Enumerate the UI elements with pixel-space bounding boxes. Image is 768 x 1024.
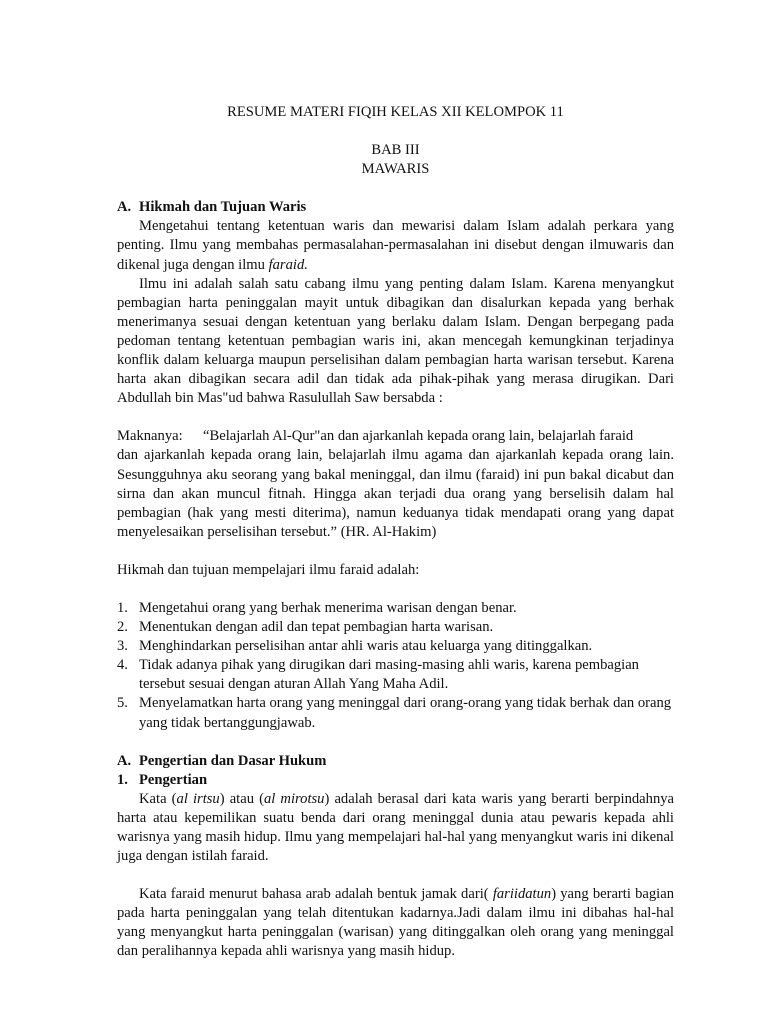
italic-term: al irtsu bbox=[176, 790, 220, 807]
section-heading-pengertian bbox=[117, 752, 674, 771]
list-item-text: Mengetahui orang yang berhak menerima warisan dengan benar. bbox=[139, 599, 517, 616]
list-item bbox=[117, 637, 674, 656]
quote-first-text: “Belajarlah Al-Qur"an dan ajarkanlah kepada orang lain, belajarlah faraid bbox=[203, 428, 634, 445]
section-letter: A. bbox=[117, 752, 132, 769]
list-item-number: 5. bbox=[117, 695, 128, 712]
list-item bbox=[117, 618, 674, 637]
hadith-quote bbox=[117, 427, 674, 542]
section-heading-text: Pengertian dan Dasar Hukum bbox=[139, 752, 327, 769]
section-heading-hikmah bbox=[117, 198, 674, 217]
document-title: RESUME MATERI FIQIH KELAS XII KELOMPOK 11 bbox=[227, 104, 564, 120]
quote-label: Maknanya: bbox=[117, 428, 183, 445]
paragraph-intro: Mengetahui tentang ketentuan waris dan mewarisi dalam Islam adalah perkara yang penting. Ilmu yang membahas permasalahan-permasalahan ini disebut dengan ilmuwaris dan dikenal juga dengan ilmu faraid. bbox=[117, 218, 674, 273]
list-intro: Hikmah dan tujuan mempelajari ilmu faraid adalah: bbox=[117, 561, 420, 578]
list-item-number: 3. bbox=[117, 638, 128, 655]
list-item-text: Menentukan dengan adil dan tepat pembagian harta warisan. bbox=[139, 619, 494, 636]
document-body bbox=[117, 103, 674, 962]
list-item-number: 4. bbox=[117, 657, 128, 674]
list-item bbox=[117, 694, 674, 732]
paragraph-faraid: Kata faraid menurut bahasa arab adalah bentuk jamak dari( fariidatun) yang berarti bagian pada harta peninggalan yang telah ditentukan kadarnya.Jadi dalam ilmu ini dibahas hal-hal yang menyangkut harta peninggalan (warisan) yang ditinggalkan oleh orang yang meninggal dan peralihannya kepada ahli warisnya yang masih hidup. bbox=[117, 886, 675, 960]
list-item bbox=[117, 656, 674, 694]
list-item-text: Menyelamatkan harta orang yang meninggal dari orang-orang yang tidak berhak dan orang yang tidak bertanggungjawab. bbox=[139, 695, 672, 731]
subsection-heading-text: Pengertian bbox=[139, 771, 208, 788]
hadith-first-line bbox=[117, 427, 674, 446]
section-letter: A. bbox=[117, 199, 132, 216]
quote-rest-text: dan ajarkanlah kepada orang lain, belajarlah ilmu agama dan ajarkanlah kepada orang lain. Sesungguhnya aku seorang yang bakal meninggal, dan ilmu (faraid) ini pun bakal dicabut dan sirna dan akan muncul fitnah. Hingga akan terjadi dua orang yang berselisih dalam hal pembagian (hak yang mesti diterima), namun keduanya tidak mendapati orang yang dapat menyelesaikan perselisihan tersebut.” (HR. Al-Hakim) bbox=[117, 447, 674, 540]
chapter-title: MAWARIS bbox=[361, 161, 430, 178]
italic-term: al mirotsu bbox=[263, 790, 325, 807]
subsection-heading bbox=[117, 771, 674, 790]
list-item-text: Menghindarkan perselisihan antar ahli waris atau keluarga yang ditinggalkan. bbox=[139, 638, 593, 655]
paragraph-definition: Kata (al irtsu) atau (al mirotsu) adalah berasal dari kata waris yang berarti berpindahnya harta atau kepemilikan suatu benda dari orang meninggal dunia atau pewaris kepada ahli warisnya yang masih hidup. Ilmu yang mempelajari hal-hal yang menyangkut waris ini dikenal juga dengan istilah faraid. bbox=[117, 790, 675, 865]
section-heading-text: Hikmah dan Tujuan Waris bbox=[139, 199, 307, 216]
list-item-number: 2. bbox=[117, 619, 128, 636]
italic-term: faraid. bbox=[268, 256, 308, 273]
italic-term: fariidatun bbox=[492, 886, 552, 903]
hikmah-list bbox=[117, 599, 674, 733]
list-item-number: 1. bbox=[117, 599, 128, 616]
paragraph-importance: Ilmu ini adalah salah satu cabang ilmu yang penting dalam Islam. Karena menyangkut pembagian harta peninggalan mayit untuk dibagikan dan disalurkan kepada yang berhak menerimanya sesuai dengan ketentuan yang berlaku dalam Islam. Dengan berpegang pada pedoman tentang ketentuan pembagian waris ini, akan mencegah kemungkinan terjadinya konflik dalam keluarga maupun perselisihan dalam pembagian harta warisan tersebut. Karena harta akan dibagikan secara adil dan tidak ada pihak-pihak yang merasa dirugikan. Dari Abdullah bin Mas"ud bahwa Rasulullah Saw bersabda : bbox=[117, 275, 674, 407]
chapter-number: BAB III bbox=[371, 142, 420, 159]
list-item-text: Tidak adanya pihak yang dirugikan dari masing-masing ahli waris, karena pembagian tersebut sesuai dengan aturan Allah Yang Maha Adil. bbox=[139, 657, 639, 693]
list-item bbox=[117, 599, 674, 618]
subsection-number: 1. bbox=[117, 771, 128, 788]
